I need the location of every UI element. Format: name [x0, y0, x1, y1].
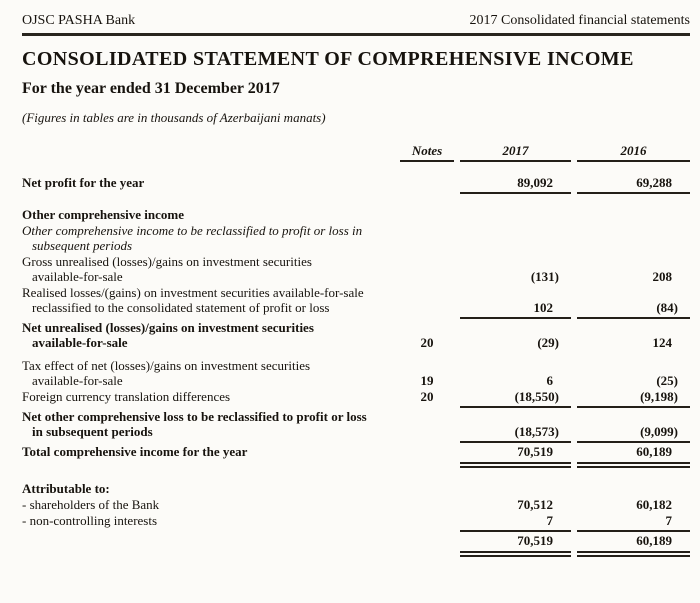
row-label: [22, 254, 394, 284]
table-row-realised-losses: [22, 285, 690, 319]
statement-title: CONSOLIDATED STATEMENT OF COMPREHENSIVE INCOME: [22, 48, 634, 70]
table-row-net-oci-loss: [22, 409, 690, 443]
value-2017: 89,092: [460, 175, 571, 194]
value-2016: 60,189: [577, 444, 690, 468]
note-reference: [400, 190, 454, 194]
row-label-line: Net unrealised (losses)/gains on investment securities: [22, 320, 314, 335]
note-reference: [400, 439, 454, 443]
table-header-row: [22, 143, 690, 162]
row-label: [22, 358, 394, 388]
table-row-oci-reclass-heading: [22, 223, 690, 253]
note-reference: 20: [420, 335, 434, 350]
value-2017: [460, 481, 571, 496]
table-row-net-unrealised: [22, 320, 690, 350]
row-label: [22, 497, 394, 512]
header-divider: [22, 33, 690, 36]
row-label: [22, 207, 394, 222]
value-2017: 7: [460, 513, 571, 532]
row-label-line: Attributable to:: [22, 481, 110, 496]
column-header-spacer: [22, 161, 394, 162]
statement-period: For the year ended 31 December 2017: [22, 80, 280, 97]
column-header-notes: Notes: [400, 143, 454, 162]
row-label-line: subsequent periods: [32, 238, 133, 253]
value-2016: (9,099): [577, 424, 690, 443]
row-label-line: Realised losses/(gains) on investment securities available-for-sale: [22, 285, 364, 300]
note-reference: [400, 548, 454, 557]
value-2016: (9,198): [577, 389, 690, 408]
value-2016: [577, 238, 690, 253]
row-label-line: Net other comprehensive loss to be reclassified to profit or loss: [22, 409, 367, 424]
table-row-net-profit: [22, 175, 690, 194]
column-header-2017: 2017: [460, 143, 571, 162]
table-row-attr-shareholders: [22, 497, 690, 512]
row-label: [22, 175, 394, 194]
row-label-line: available-for-sale: [32, 269, 123, 284]
row-label: [22, 223, 394, 253]
financial-table: [22, 143, 690, 557]
table-row-attr-total: [22, 533, 690, 557]
value-2017: 70,519: [460, 444, 571, 468]
value-2017: 70,519: [460, 533, 571, 557]
value-2016: 69,288: [577, 175, 690, 194]
row-label: [22, 285, 394, 319]
report-name: 2017 Consolidated financial statements: [469, 13, 690, 28]
row-label: [22, 547, 394, 557]
note-reference: 19: [420, 373, 434, 388]
row-label-line: Net profit for the year: [22, 175, 145, 190]
table-row-tax-effect: [22, 358, 690, 388]
table-row-attributable-heading: [22, 481, 690, 496]
row-label-line: Tax effect of net (losses)/gains on investment securities: [22, 358, 311, 373]
row-label: [22, 320, 394, 350]
table-row-oci-heading: [22, 207, 690, 222]
value-2017: 70,512: [517, 497, 553, 512]
table-row-fx-translation: [22, 389, 690, 408]
value-2016: 60,189: [577, 533, 690, 557]
value-2016: 60,182: [636, 497, 672, 512]
row-label-line: Other comprehensive income to be reclassified to profit or loss in: [22, 223, 363, 238]
value-2016: (84): [577, 300, 690, 319]
value-2017: 6: [546, 373, 553, 388]
row-label-line: - non-controlling interests: [22, 513, 158, 528]
row-label: [22, 444, 394, 468]
value-2016: [577, 207, 690, 222]
row-label-line: available-for-sale: [32, 373, 123, 388]
row-label: [22, 513, 394, 532]
note-reference: [400, 459, 454, 468]
value-2017: 102: [460, 300, 571, 319]
note-reference: 20: [420, 389, 434, 404]
row-label-line: available-for-sale: [32, 335, 128, 350]
column-header-2016: 2016: [577, 143, 690, 162]
value-2017: [460, 207, 571, 222]
company-name: OJSC PASHA Bank: [22, 13, 136, 28]
value-2017: (29): [537, 335, 559, 350]
value-2016: 7: [577, 513, 690, 532]
table-row-gross-unrealised: [22, 254, 690, 284]
row-label-line: reclassified to the consolidated statement of profit or loss: [32, 300, 330, 315]
table-row-attr-nci: [22, 513, 690, 532]
page-header: [22, 12, 690, 29]
row-label: [22, 389, 394, 408]
row-label: [22, 409, 394, 443]
table-row-total-comprehensive: [22, 444, 690, 468]
row-label-line: Gross unrealised (losses)/gains on investment securities: [22, 254, 312, 269]
note-reference: [400, 528, 454, 532]
row-label-line: - shareholders of the Bank: [22, 497, 160, 512]
row-label-line: Foreign currency translation differences: [22, 389, 231, 404]
value-2017: (18,573): [460, 424, 571, 443]
row-label-line: Other comprehensive income: [22, 207, 184, 222]
row-label-line: Total comprehensive income for the year: [22, 444, 248, 459]
value-2017: (131): [530, 269, 559, 284]
value-2016: [577, 481, 690, 496]
value-2016: 208: [652, 269, 672, 284]
row-label: [22, 481, 394, 496]
note-reference: [400, 315, 454, 319]
units-note: (Figures in tables are in thousands of Azerbaijani manats): [22, 110, 326, 125]
value-2017: (18,550): [460, 389, 571, 408]
value-2016: (25): [656, 373, 678, 388]
value-2016: 124: [652, 335, 672, 350]
row-label-line: in subsequent periods: [32, 424, 153, 439]
value-2017: [460, 238, 571, 253]
